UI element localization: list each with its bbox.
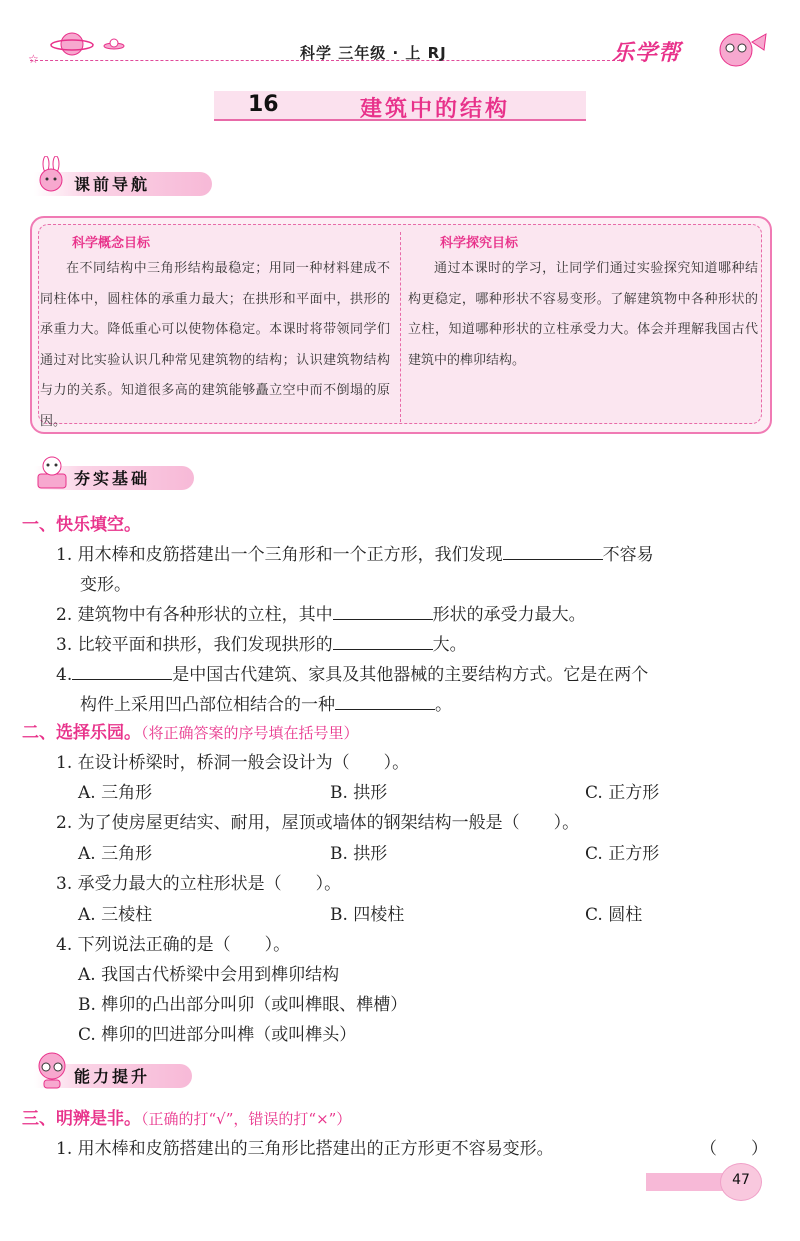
choice-question-4: 4. 下列说法正确的是（ ）。 — [56, 935, 291, 955]
q3-text-b: 大。 — [432, 635, 467, 655]
section-title-advance: 能力提升 — [74, 1067, 151, 1086]
part2-note: （将正确答案的序号填在括号里） — [141, 724, 359, 742]
q1-text-b: 不容易 — [602, 545, 654, 565]
answer-blank-5[interactable] — [335, 691, 435, 710]
q2-text-a: 2. 建筑物中有各种形状的立柱，其中 — [56, 605, 333, 625]
q2-option-a[interactable]: A. 三角形 — [78, 844, 153, 864]
judge-question-1: 1. 用木棒和皮筋搭建出的三角形比搭建出的正方形更不容易变形。 — [56, 1139, 554, 1159]
fill-question-4 — [56, 660, 648, 685]
q4-option-a[interactable]: A. 我国古代桥梁中会用到榫卯结构 — [78, 965, 340, 985]
q2-option-c[interactable]: C. 正方形 — [585, 844, 660, 864]
mascot-icon — [710, 28, 770, 76]
girl-icon — [34, 1050, 70, 1094]
bunny-icon — [34, 156, 70, 200]
intro-divider — [400, 232, 401, 422]
page-number: 47 — [732, 1172, 750, 1188]
part1-heading: 一、快乐填空。 — [22, 515, 141, 535]
ufo-icon — [102, 36, 126, 56]
part3-title: 三、明辨是非。 — [22, 1109, 141, 1129]
q4-text-a: 4. — [56, 665, 73, 685]
star-icon: ☆ — [28, 52, 39, 66]
q1-option-b[interactable]: B. 拱形 — [330, 783, 388, 803]
q2-option-b[interactable]: B. 拱形 — [330, 844, 388, 864]
choice-question-2: 2. 为了使房屋更结实、耐用，屋顶或墙体的钢架结构一般是（ ）。 — [56, 813, 580, 833]
q4-text-b: 是中国古代建筑、家具及其他器械的主要结构方式。它是在两个 — [172, 665, 649, 685]
inquiry-goal-title: 科学探究目标 — [440, 236, 519, 251]
judge-answer-paren[interactable]: （ ） — [700, 1139, 768, 1159]
q4-text-c: 构件上采用凹凸部位相结合的一种 — [80, 695, 335, 715]
q1-option-a[interactable]: A. 三角形 — [78, 783, 153, 803]
fill-question-1 — [56, 540, 654, 565]
part3-note: （正确的打“√”，错误的打“×”） — [141, 1110, 352, 1128]
fill-question-2 — [56, 600, 586, 625]
inquiry-goal-text: 通过本课时的学习，让同学们通过实验探究知道哪种结构更稳定，哪种形状不容易变形。了解建筑物中各种形状的立柱，知道哪种形状的立柱承受力大。体会并理解我国古代建筑中的榫卯结构。 — [408, 261, 758, 368]
part2-heading — [22, 718, 359, 743]
q1-text-c: 变形。 — [80, 575, 131, 595]
q4-option-b[interactable]: B. 榫卯的凸出部分叫卯（或叫榫眼、榫槽） — [78, 995, 408, 1015]
q4-text-d: 。 — [435, 695, 452, 715]
q1-option-c[interactable]: C. 正方形 — [585, 783, 660, 803]
part3-heading — [22, 1104, 351, 1129]
lesson-number: 16 — [248, 92, 279, 117]
lesson-title: 建筑中的结构 — [360, 97, 511, 122]
q4-option-c[interactable]: C. 榫卯的凹进部分叫榫（或叫榫头） — [78, 1025, 357, 1045]
fill-question-4-cont — [80, 690, 452, 715]
q3-option-a[interactable]: A. 三棱柱 — [78, 905, 153, 925]
q3-option-c[interactable]: C. 圆柱 — [585, 905, 643, 925]
answer-blank-3[interactable] — [333, 631, 433, 650]
q3-text-a: 3. 比较平面和拱形，我们发现拱形的 — [56, 635, 333, 655]
answer-blank-4[interactable] — [72, 661, 172, 680]
fill-question-3 — [56, 630, 467, 655]
concept-goal-title: 科学概念目标 — [72, 236, 151, 251]
section-title-preview: 课前导航 — [74, 175, 151, 194]
choice-question-3: 3. 承受力最大的立柱形状是（ ）。 — [56, 874, 342, 894]
answer-blank-1[interactable] — [503, 541, 603, 560]
cake-icon — [34, 452, 70, 496]
answer-blank-2[interactable] — [333, 601, 433, 620]
concept-goal-text: 在不同结构中三角形结构最稳定；用同一种材料建成不同柱体中，圆柱体的承重力最大；在拱形和平面中，拱形的承重力大。降低重心可以使物体稳定。本课时将带领同学们通过对比实验认识几种常见建筑物的结构；认识建筑物结构与力的关系。知道很多高的建筑能够矗立空中而不倒塌的原因。 — [40, 261, 390, 429]
part2-title: 二、选择乐园。 — [22, 723, 141, 743]
q2-text-b: 形状的承受力最大。 — [432, 605, 586, 625]
section-title-basics: 夯实基础 — [74, 469, 151, 488]
choice-question-1: 1. 在设计桥梁时，桥洞一般会设计为（ ）。 — [56, 753, 410, 773]
header-title: 科学 三年级 · 上 RJ — [300, 44, 447, 62]
brand-logo: 乐学帮 — [612, 41, 682, 66]
q3-option-b[interactable]: B. 四棱柱 — [330, 905, 405, 925]
q1-text-a: 1. 用木棒和皮筋搭建出一个三角形和一个正方形，我们发现 — [56, 545, 503, 565]
